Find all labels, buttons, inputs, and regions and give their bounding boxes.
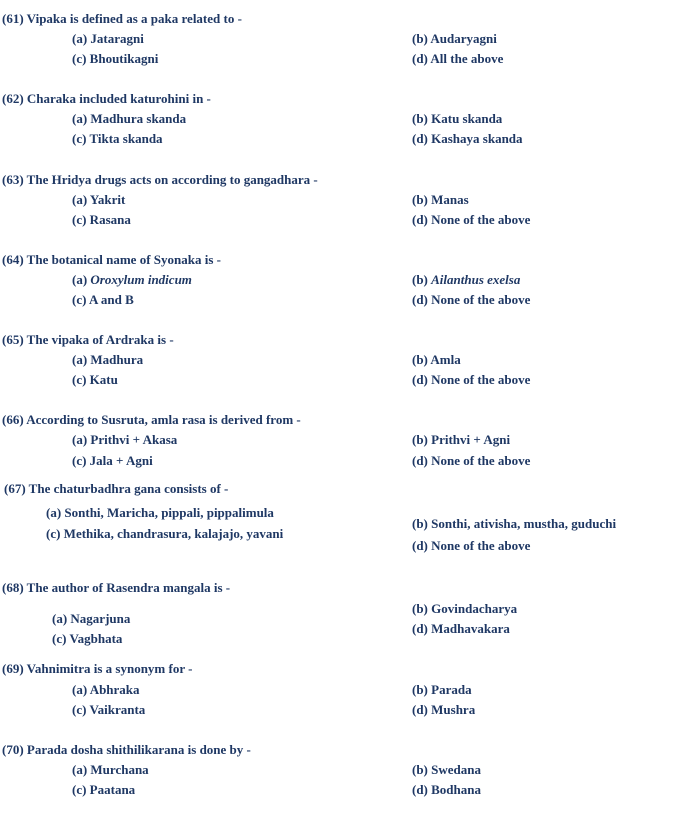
option-b: (b) Audaryagni [412, 31, 497, 46]
question-stem: (65) The vipaka of Ardraka is - [2, 332, 174, 347]
option-c: (c) Jala + Agni [72, 453, 153, 468]
option-d: (d) Kashaya skanda [412, 131, 523, 146]
question-stem: (62) Charaka included katurohini in - [2, 91, 211, 106]
option-a: (a) Murchana [72, 762, 149, 777]
option-d: (d) None of the above [412, 292, 531, 307]
question-stem: (67) The chaturbadhra gana consists of - [4, 481, 229, 496]
option-a: (a) Yakrit [72, 192, 126, 207]
option-b: (b) Swedana [412, 762, 481, 777]
option-d: (d) None of the above [412, 453, 531, 468]
option-a: (a) Madhura [72, 352, 144, 367]
option-b: (b) Katu skanda [412, 111, 503, 126]
question-stem: (64) The botanical name of Syonaka is - [2, 252, 221, 267]
question-stem: (69) Vahnimitra is a synonym for - [2, 661, 193, 676]
question-stem: (68) The author of Rasendra mangala is - [2, 580, 231, 595]
option-a: (a) Jataragni [72, 31, 144, 46]
question-stem: (66) According to Susruta, amla rasa is derived from - [2, 412, 301, 427]
option-d: (d) None of the above [412, 538, 531, 553]
option-b: (b) Prithvi + Agni [412, 432, 511, 447]
option-b: (b) Govindacharya [412, 601, 518, 616]
option-c: (c) Vagbhata [52, 631, 123, 646]
option-label: (b) [412, 272, 432, 287]
option-d: (d) All the above [412, 51, 504, 66]
option-c: (c) A and B [72, 292, 134, 307]
option-b: (b) Manas [412, 192, 469, 207]
option-a: (a) Madhura skanda [72, 111, 187, 126]
option-b [412, 272, 520, 288]
option-a: (a) Nagarjuna [52, 611, 131, 626]
question-stem: (61) Vipaka is defined as a paka related to - [2, 11, 242, 26]
option-a: (a) Abhraka [72, 682, 140, 697]
option-c: (c) Rasana [72, 212, 131, 227]
option-a: (a) Sonthi, Maricha, pippali, pippalimula [46, 505, 274, 520]
option-c: (c) Bhoutikagni [72, 51, 159, 66]
option-value: Ailanthus exelsa [431, 272, 521, 287]
option-value: Oroxylum indicum [90, 272, 192, 287]
option-b: (b) Sonthi, ativisha, mustha, guduchi [412, 516, 617, 531]
question-stem: (63) The Hridya drugs acts on according to gangadhara - [2, 172, 318, 187]
option-c: (c) Paatana [72, 782, 136, 797]
option-label: (a) [72, 272, 91, 287]
option-d: (d) None of the above [412, 372, 531, 387]
option-d: (d) Bodhana [412, 782, 481, 797]
question-stem: (70) Parada dosha shithilikarana is done by - [2, 742, 251, 757]
option-a: (a) Prithvi + Akasa [72, 432, 178, 447]
option-a [72, 272, 192, 288]
option-c: (c) Methika, chandrasura, kalajajo, yavani [46, 526, 284, 541]
option-d: (d) None of the above [412, 212, 531, 227]
option-b: (b) Amla [412, 352, 461, 367]
option-d: (d) Mushra [412, 702, 476, 717]
option-d: (d) Madhavakara [412, 621, 510, 636]
option-c: (c) Vaikranta [72, 702, 146, 717]
option-c: (c) Tikta skanda [72, 131, 163, 146]
option-b: (b) Parada [412, 682, 472, 697]
option-c: (c) Katu [72, 372, 118, 387]
